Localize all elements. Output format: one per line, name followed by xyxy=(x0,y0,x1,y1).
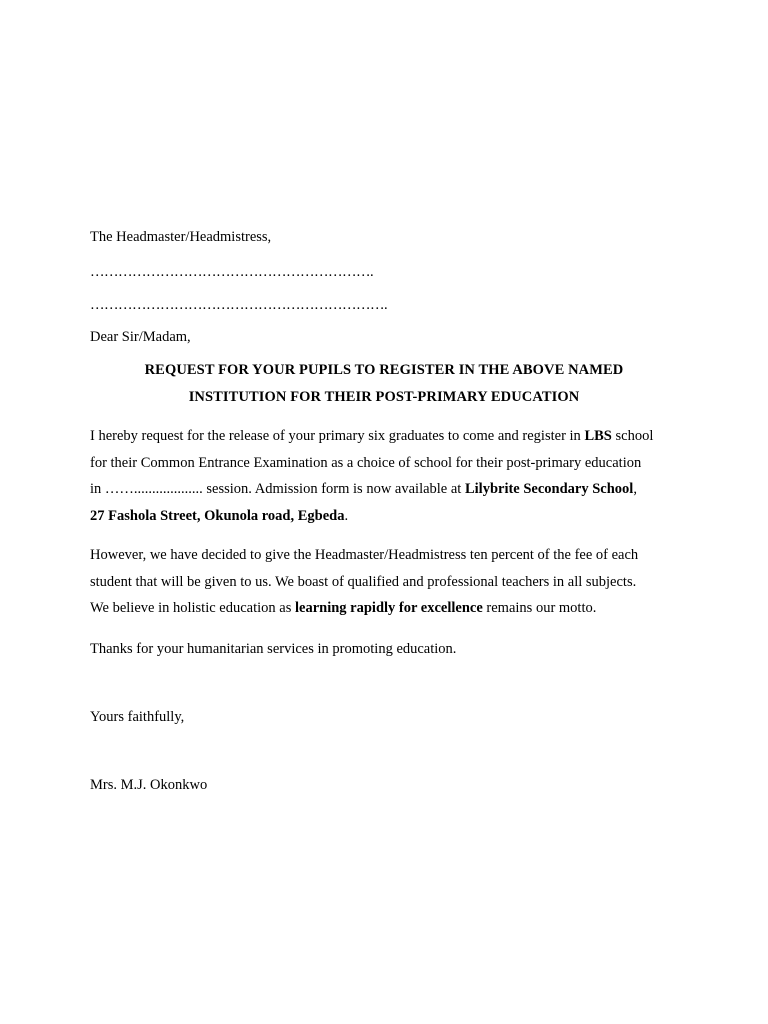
school-abbrev: LBS xyxy=(584,428,612,444)
paragraph-request-line-1: I hereby request for the release of your primary six graduates to come and register in LBS school xyxy=(90,428,654,444)
address-dots-line-2: ………………………………………………………. xyxy=(90,297,388,313)
thanks-line: Thanks for your humanitarian services in promoting education. xyxy=(90,641,457,657)
signatory-name: Mrs. M.J. Okonkwo xyxy=(90,777,208,793)
paragraph-request-line-4: 27 Fashola Street, Okunola road, Egbeda. xyxy=(90,507,349,524)
paragraph-offer-line-3: We believe in holistic education as learning rapidly for excellence remains our motto. xyxy=(90,600,597,616)
closing: Yours faithfully, xyxy=(90,709,185,725)
subject-line-1: REQUEST FOR YOUR PUPILS TO REGISTER IN THE ABOVE NAMED xyxy=(144,362,624,378)
paragraph-request-line-3: in ……................... session. Admission form is now available at Lilybrite Secondary School, xyxy=(90,481,637,497)
paragraph-offer-line-2: student that will be given to us. We boast of qualified and professional teachers in all subjects. xyxy=(90,573,637,590)
address-dots-line-1: ……………………………………………………. xyxy=(90,264,374,280)
paragraph-offer xyxy=(90,542,690,622)
paragraph-request xyxy=(90,423,690,529)
school-motto: learning rapidly for excellence xyxy=(295,600,483,616)
paragraph-offer-line-1: However, we have decided to give the Headmaster/Headmistress ten percent of the fee of each xyxy=(90,547,639,563)
salutation: Dear Sir/Madam, xyxy=(90,329,191,345)
school-name: Lilybrite Secondary School xyxy=(464,481,634,497)
paragraph-request-line-2: for their Common Entrance Examination as a choice of school for their post-primary education xyxy=(90,454,642,471)
subject-line-2: INSTITUTION FOR THEIR POST-PRIMARY EDUCATION xyxy=(188,389,580,405)
school-address: 27 Fashola Street, Okunola road, Egbeda xyxy=(90,507,345,524)
addressee-title: The Headmaster/Headmistress, xyxy=(90,229,272,245)
